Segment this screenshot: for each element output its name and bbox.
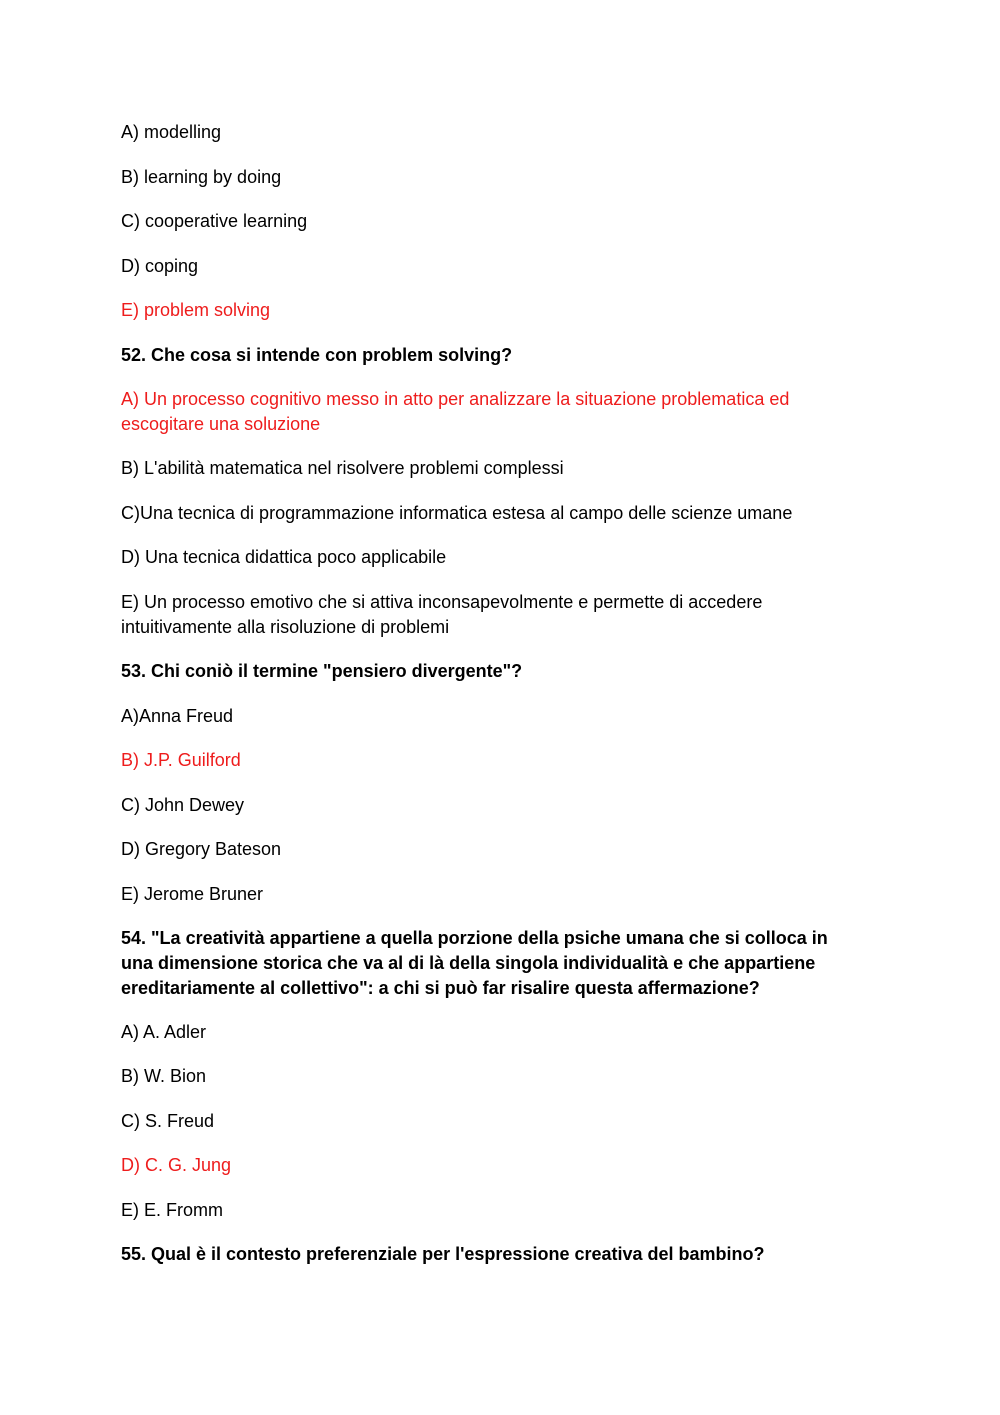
answer-option-53-c: C) John Dewey bbox=[121, 795, 245, 815]
answer-option-52-d: D) Una tecnica didattica poco applicabile bbox=[121, 547, 447, 567]
answer-option-54-b: B) W. Bion bbox=[121, 1066, 207, 1086]
answer-option-53-d: D) Gregory Bateson bbox=[121, 839, 282, 859]
answer-option-52-c: C)Una tecnica di programmazione informatica estesa al campo delle scienze umane bbox=[121, 503, 793, 523]
answer-option-52-a-correct: A) Un processo cognitivo messo in atto per analizzare la situazione problematica ed escogitare una soluzione bbox=[121, 389, 790, 434]
answer-option-51-d: D) coping bbox=[121, 256, 199, 276]
answer-option-51-e-correct: E) problem solving bbox=[121, 300, 271, 320]
question-53: 53. Chi coniò il termine "pensiero divergente"? bbox=[121, 661, 523, 681]
answer-option-51-b: B) learning by doing bbox=[121, 167, 282, 187]
answer-option-52-b: B) L'abilità matematica nel risolvere problemi complessi bbox=[121, 458, 564, 478]
answer-option-53-e: E) Jerome Bruner bbox=[121, 884, 264, 904]
question-52: 52. Che cosa si intende con problem solving? bbox=[121, 345, 513, 365]
answer-option-51-c: C) cooperative learning bbox=[121, 211, 308, 231]
answer-option-51-a: A) modelling bbox=[121, 122, 222, 142]
answer-option-54-c: C) S. Freud bbox=[121, 1111, 215, 1131]
answer-option-54-d-correct: D) C. G. Jung bbox=[121, 1155, 232, 1175]
answer-option-53-b-correct: B) J.P. Guilford bbox=[121, 750, 241, 770]
question-55: 55. Qual è il contesto preferenziale per l'espressione creativa del bambino? bbox=[121, 1244, 765, 1264]
answer-option-54-e: E) E. Fromm bbox=[121, 1200, 223, 1220]
answer-option-52-e: E) Un processo emotivo che si attiva inconsapevolmente e permette di accedere intuitivamente alla risoluzione di problemi bbox=[121, 592, 763, 637]
answer-option-54-a: A) A. Adler bbox=[121, 1022, 207, 1042]
question-54: 54. "La creatività appartiene a quella porzione della psiche umana che si colloca in una dimensione storica che va al di là della singola individualità e che appartiene ereditariamente al collettivo": a chi si può far risalire questa affermazione? bbox=[121, 928, 828, 998]
answer-option-53-a: A)Anna Freud bbox=[121, 706, 234, 726]
